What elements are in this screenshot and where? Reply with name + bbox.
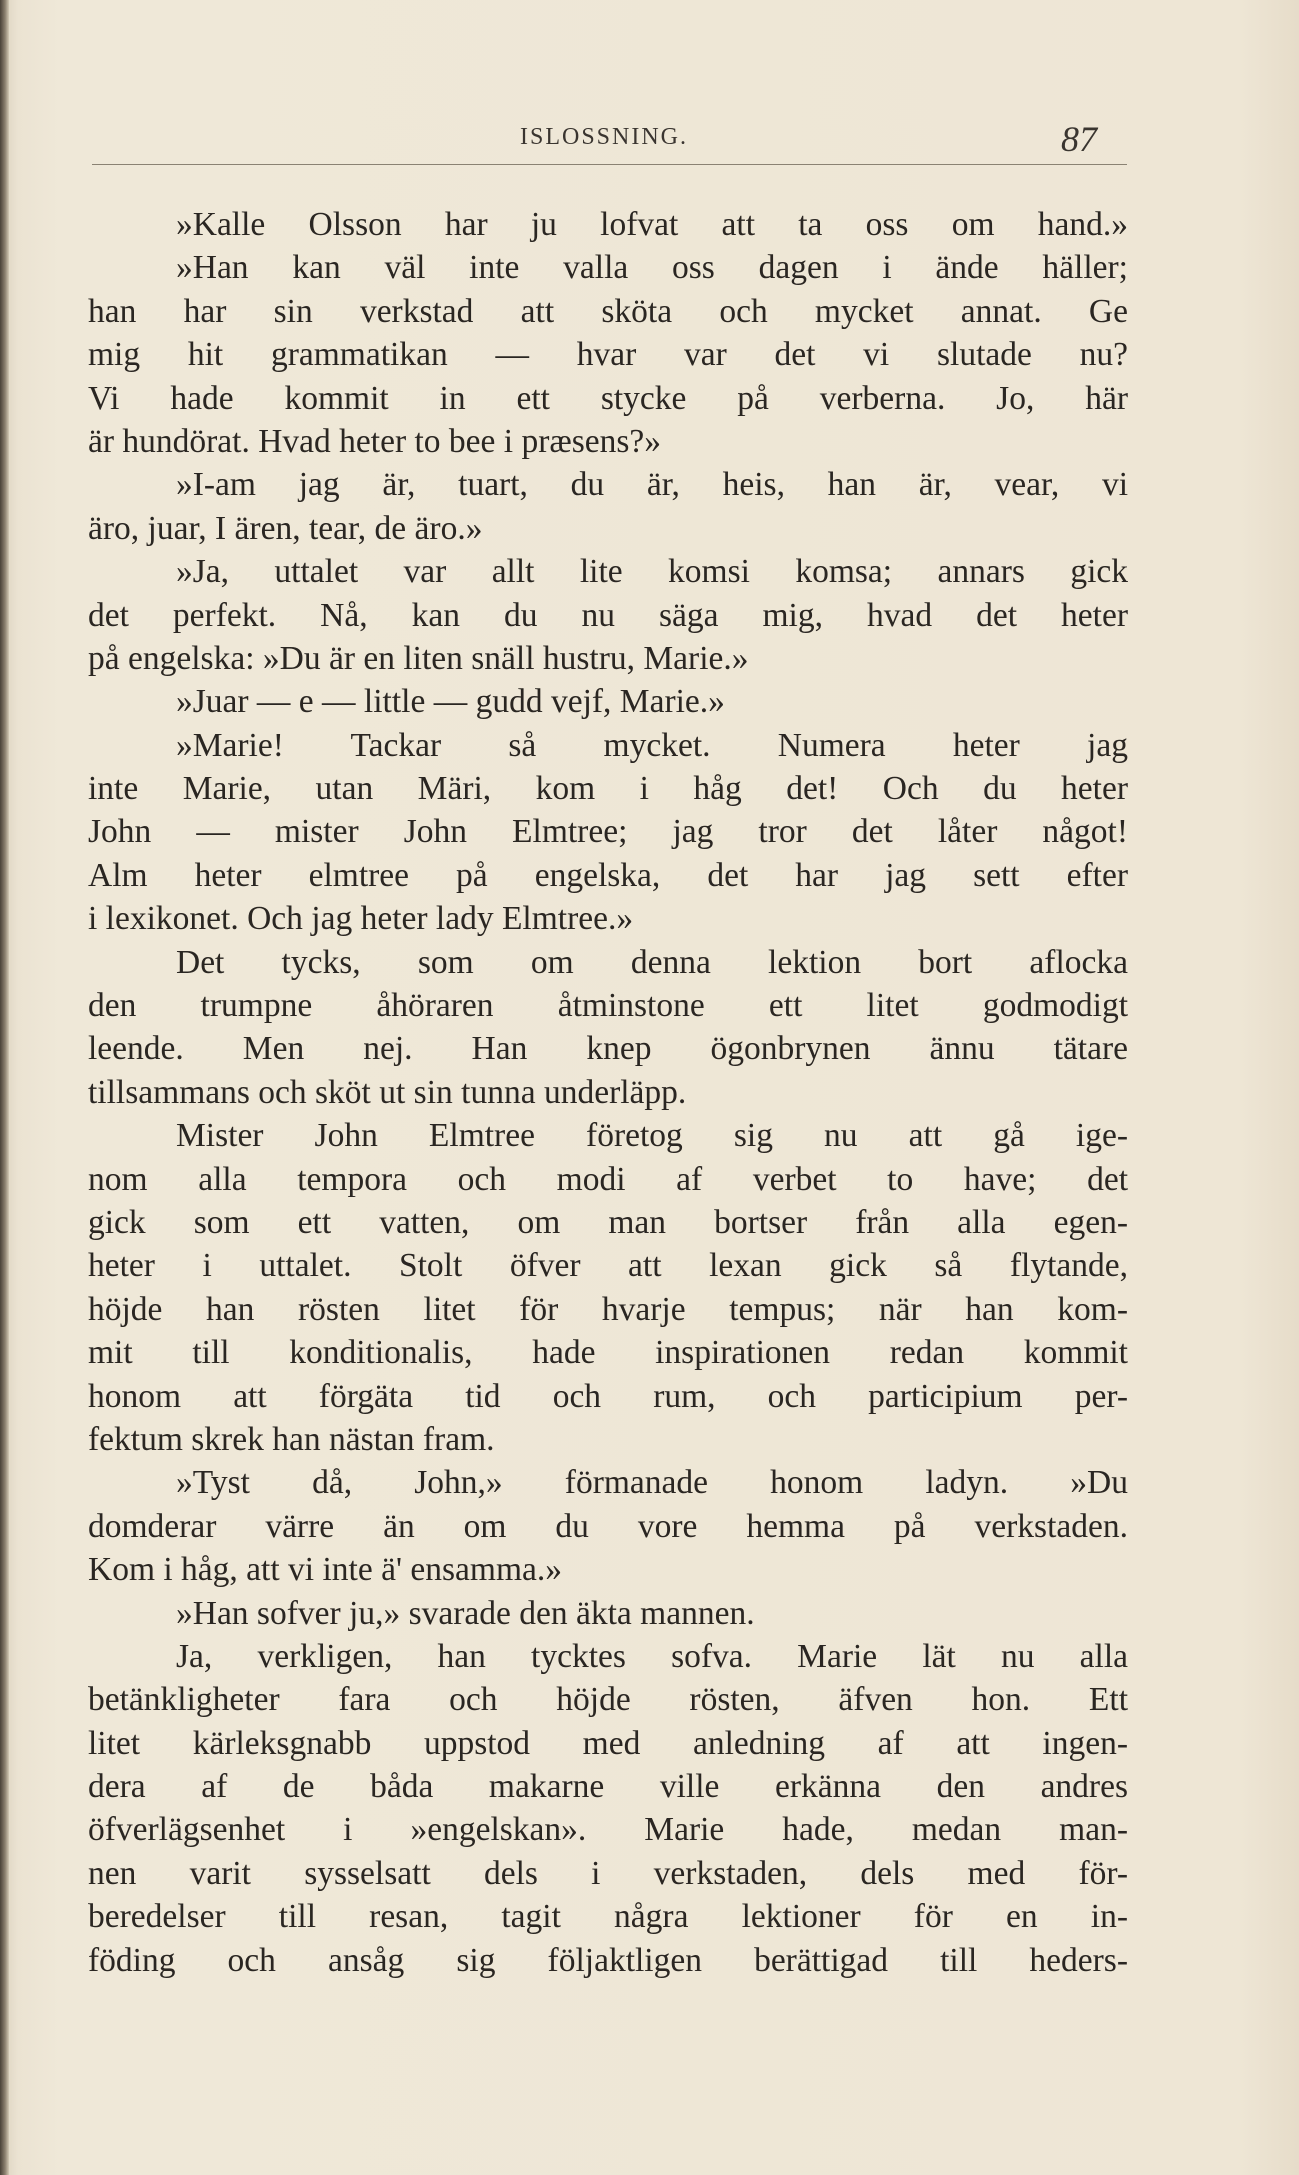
text-line: »Juar — e — little — gudd vejf, Marie.» [176,683,725,721]
text-line: »Han kan väl inte valla oss dagen i ände häller; [176,249,1128,287]
text-line: dera af de båda makarne ville erkänna den andres [88,1768,1128,1806]
text-line: Det tycks, som om denna lektion bort aflocka [176,943,1128,981]
text-line: nom alla tempora och modi af verbet to have; det [88,1160,1128,1198]
text-line: John — mister John Elmtree; jag tror det låter något! [88,813,1128,851]
text-line: den trumpne åhöraren åtminstone ett litet godmodigt [88,987,1128,1025]
text-line: »Tyst då, John,» förmanade honom ladyn. »Du [176,1464,1128,1502]
text-line: det perfekt. Nå, kan du nu säga mig, hvad det heter [88,596,1128,634]
text-line: äro, juar, I ären, tear, de äro.» [88,509,483,547]
text-line: Vi hade kommit in ett stycke på verberna. Jo, här [88,379,1128,417]
text-line: föding och ansåg sig följaktligen berättigad till heders- [88,1941,1128,1979]
text-line: inte Marie, utan Märi, kom i håg det! Och du heter [88,770,1128,808]
page-header [92,118,1127,168]
text-line: Alm heter elmtree på engelska, det har jag sett efter [88,856,1128,894]
page-number: 87 [1061,119,1097,159]
text-line: på engelska: »Du är en liten snäll hustru, Marie.» [88,639,749,677]
text-line: »Marie! Tackar så mycket. Numera heter jag [176,726,1128,764]
text-line: honom att förgäta tid och rum, och participium per- [88,1377,1128,1415]
text-line: heter i uttalet. Stolt öfver att lexan gick så flytande, [88,1247,1128,1285]
text-line: »I-am jag är, tuart, du är, heis, han är, vear, vi [176,466,1128,504]
text-line: han har sin verkstad att sköta och mycket annat. Ge [88,292,1128,330]
text-line: »Kalle Olsson har ju lofvat att ta oss om hand.» [176,206,1128,243]
body-text [88,203,1128,1982]
text-line: fektum skrek han nästan fram. [88,1420,495,1458]
text-line: litet kärleksgnabb uppstod med anledning af att ingen- [88,1724,1128,1762]
text-line: höjde han rösten litet för hvarje tempus; när han kom- [88,1290,1128,1328]
header-rule [92,164,1127,165]
text-line: Kom i håg, att vi inte ä' ensamma.» [88,1551,562,1589]
running-head: ISLOSSNING. [520,124,689,150]
text-line: »Han sofver ju,» svarade den äkta mannen. [176,1594,755,1632]
text-line: leende. Men nej. Han knep ögonbrynen ännu tätare [88,1030,1128,1068]
text-line: mit till konditionalis, hade inspirationen redan kommit [88,1334,1128,1372]
text-line: Ja, verkligen, han tycktes sofva. Marie lät nu alla [176,1637,1128,1675]
text-line: gick som ett vatten, om man bortser från alla egen- [88,1203,1128,1241]
text-line: nen varit sysselsatt dels i verkstaden, dels med för- [88,1854,1128,1892]
text-line: tillsammans och sköt ut sin tunna underläpp. [88,1073,687,1111]
text-line: Mister John Elmtree företog sig nu att gå ige- [176,1117,1128,1155]
text-line: mig hit grammatikan — hvar var det vi slutade nu? [88,336,1128,374]
text-line: i lexikonet. Och jag heter lady Elmtree.» [88,900,634,938]
text-line: »Ja, uttalet var allt lite komsi komsa; annars gick [176,553,1128,591]
text-line: betänkligheter fara och höjde rösten, äfven hon. Ett [88,1681,1128,1719]
text-line: är hundörat. Hvad heter to bee i præsens?» [88,422,662,460]
text-line: öfverlägsenhet i »engelskan». Marie hade, medan man- [88,1811,1128,1849]
text-line: domderar värre än om du vore hemma på verkstaden. [88,1507,1128,1545]
text-line: beredelser till resan, tagit några lektioner för en in- [88,1898,1128,1936]
page-binding-edge [0,0,9,2175]
